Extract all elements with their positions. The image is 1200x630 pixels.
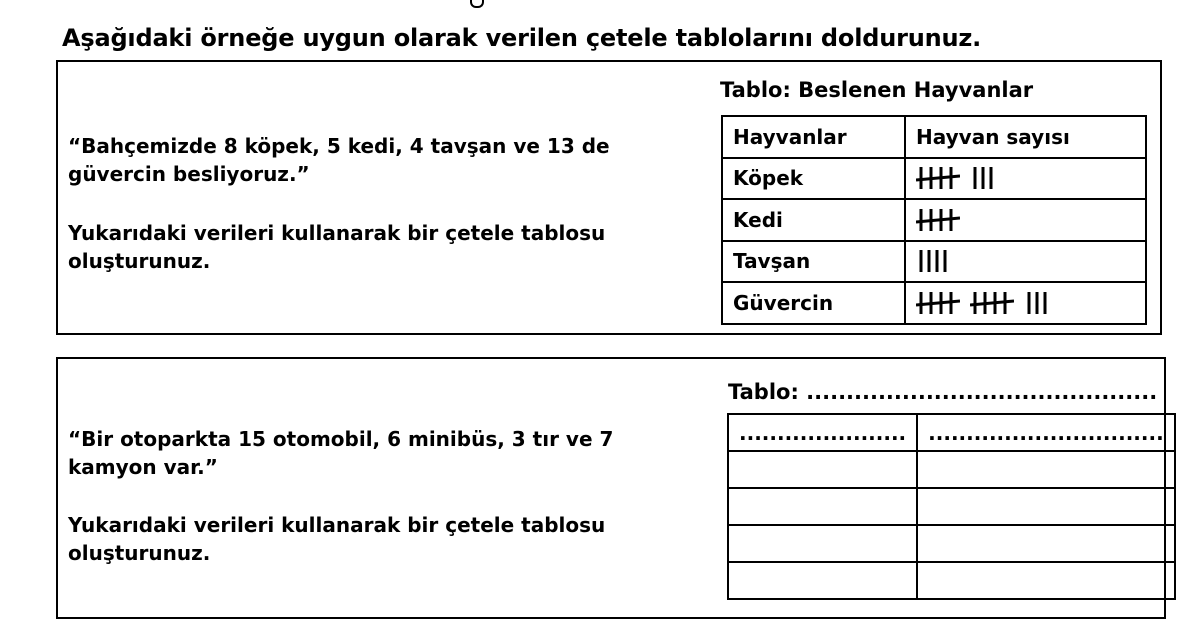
blank-category-cell[interactable] [728,562,917,599]
exercise-tally-table [727,413,1176,600]
tally-cross-stroke [916,176,960,180]
table-row [722,199,1146,241]
blank-tally-cell[interactable] [917,562,1175,599]
table-row [728,451,1175,488]
example-quote: “Bahçemizde 8 köpek, 5 kedi, 4 tavşan ve 13 de güvercin besliyoruz.” [68,134,610,186]
example-table-title: Tablo: Beslenen Hayvanlar [720,78,1034,102]
tally-cell [905,241,1146,283]
blank-category-cell[interactable] [728,451,917,488]
exercise-quote: “Bir otoparkta 15 otomobil, 6 minibüs, 3 tır ve 7 kamyon var.” [68,427,614,479]
table-row [728,525,1175,562]
animal-label: Kedi [722,199,905,241]
tally-group-five [916,165,960,191]
tally-group-partial [916,248,952,274]
example-panel [56,60,1162,335]
tally-group-five [916,207,960,233]
table-row [728,488,1175,525]
tally-cell [905,158,1146,200]
tally-group-partial [970,165,998,191]
tally-marks [916,163,1135,193]
blank-category-cell[interactable] [728,488,917,525]
blank-tally-cell[interactable] [917,525,1175,562]
blank-tally-cell[interactable] [917,488,1175,525]
tally-cell [905,282,1146,324]
exercise-table-title: Tablo: ............................................ [728,380,1158,404]
table-row [722,241,1146,283]
tally-cross-stroke [916,218,960,222]
cropped-letter-mark [470,0,484,8]
tally-marks [916,288,1135,318]
example-task: Yukarıdaki verileri kullanarak bir çetele tablosu oluşturunuz. [68,221,606,273]
header-animals: Hayvanlar [722,116,905,158]
tally-group-five [916,290,960,316]
tally-cross-stroke [916,301,960,305]
tally-cross-stroke [970,301,1014,305]
table-header-row [728,414,1175,451]
table-row [722,282,1146,324]
table-header-row [722,116,1146,158]
example-tally-table [721,115,1147,325]
animal-label: Köpek [722,158,905,200]
blank-category-cell[interactable] [728,525,917,562]
blank-tally-cell[interactable] [917,451,1175,488]
exercise-task: Yukarıdaki verileri kullanarak bir çetele tablosu oluşturunuz. [68,513,606,565]
blank-header-category[interactable]: ...................... [728,414,917,451]
tally-group-five [970,290,1014,316]
instruction-heading: Aşağıdaki örneğe uygun olarak verilen çetele tablolarını doldurunuz. [62,24,982,52]
exercise-panel [56,357,1166,619]
animal-label: Güvercin [722,282,905,324]
tally-cell [905,199,1146,241]
table-row [728,562,1175,599]
blank-header-count[interactable]: ............................... [917,414,1175,451]
table-row [722,158,1146,200]
header-count: Hayvan sayısı [905,116,1146,158]
tally-marks [916,205,1135,235]
animal-label: Tavşan [722,241,905,283]
tally-group-partial [1024,290,1052,316]
tally-marks [916,246,1135,276]
